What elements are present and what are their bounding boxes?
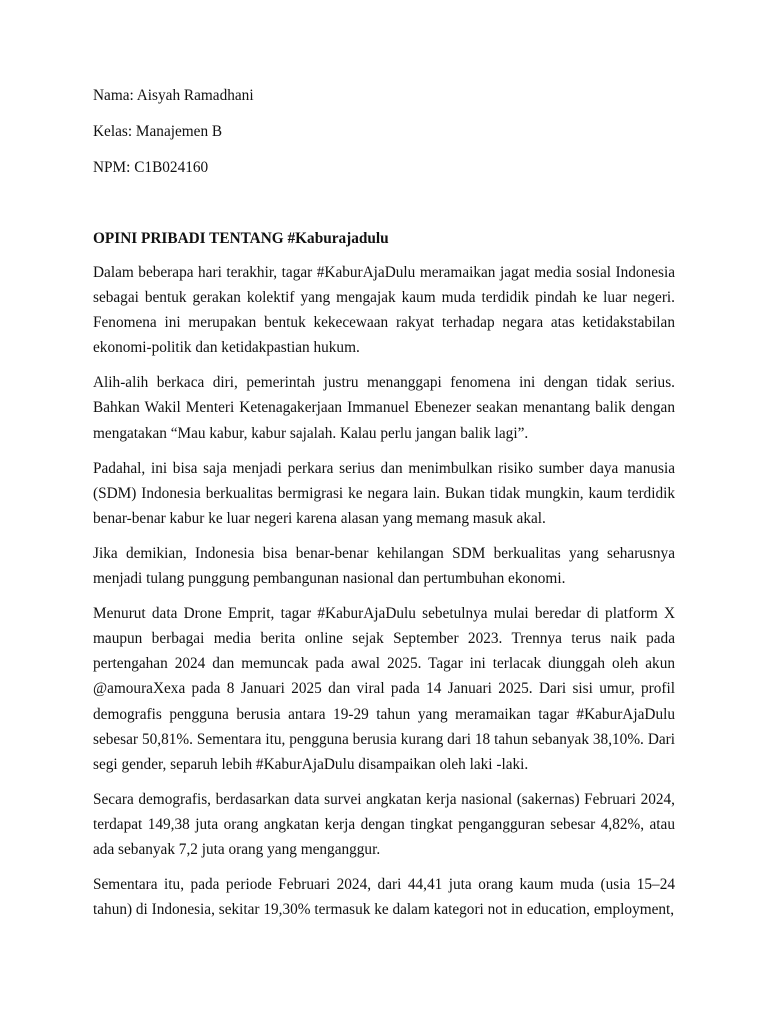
student-info — [93, 86, 675, 178]
document-title: OPINI PRIBADI TENTANG #Kaburajadulu — [93, 230, 389, 247]
student-npm: NPM: C1B024160 — [93, 159, 209, 176]
paragraph-4: Jika demikian, Indonesia bisa benar-benar kehilangan SDM berkualitas yang seharusnya menjadi tulang punggung pembangunan nasional dan pertumbuhan ekonomi. — [93, 544, 675, 588]
student-name: Nama: Aisyah Ramadhani — [93, 87, 254, 104]
paragraph-1: Dalam beberapa hari terakhir, tagar #KaburAjaDulu meramaikan jagat media sosial Indonesia sebagai bentuk gerakan kolektif yang mengajak kaum muda terdidik pindah ke luar negeri. Fenomena ini merupakan bentuk kekecewaan rakyat terhadap negara atas ketidakstabilan ekonomi-politik dan ketidakpastian hukum. — [93, 264, 675, 357]
student-class: Kelas: Manajemen B — [93, 123, 223, 140]
document-body — [93, 86, 675, 932]
paragraph-2: Alih-alih berkaca diri, pemerintah justru menanggapi fenomena ini dengan tidak serius. Bahkan Wakil Menteri Ketenagakerjaan Immanuel Ebenezer seakan menantang balik dengan mengatakan “Mau kabur, kabur sajalah. Kalau perlu jangan balik lagi”. — [93, 374, 675, 442]
paragraph-5: Menurut data Drone Emprit, tagar #KaburAjaDulu sebetulnya mulai beredar di platform X maupun berbagai media berita online sejak September 2023. Trennya terus naik pada pertengahan 2024 dan memuncak pada awal 2025. Tagar ini terlacak diunggah oleh akun @amouraXexa pada 8 Januari 2025 dan viral pada 14 Januari 2025. Dari sisi umur, profil demografis pengguna berusia antara 19-29 tahun yang meramaikan tagar #KaburAjaDulu sebesar 50,81%. Sementara itu, pengguna berusia kurang dari 18 tahun sebanyak 38,10%. Dari segi gender, separuh lebih #KaburAjaDulu disampaikan oleh laki -laki. — [93, 605, 675, 773]
paragraph-3: Padahal, ini bisa saja menjadi perkara serius dan menimbulkan risiko sumber daya manusia (SDM) Indonesia berkualitas bermigrasi ke negara lain. Bukan tidak mungkin, kaum terdidik benar-benar kabur ke luar negeri karena alasan yang memang masuk akal. — [93, 459, 675, 527]
paragraph-7: Sementara itu, pada periode Februari 2024, dari 44,41 juta orang kaum muda (usia 15–24 tahun) di Indonesia, sekitar 19,30% termasuk ke dalam kategori not in education, employment, — [93, 876, 675, 919]
paragraph-6: Secara demografis, berdasarkan data survei angkatan kerja nasional (sakernas) Februari 2024, terdapat 149,38 juta orang angkatan kerja dengan tingkat pengangguran sebesar 4,82%, atau ada sebanyak 7,2 juta orang yang menganggur. — [93, 790, 675, 858]
